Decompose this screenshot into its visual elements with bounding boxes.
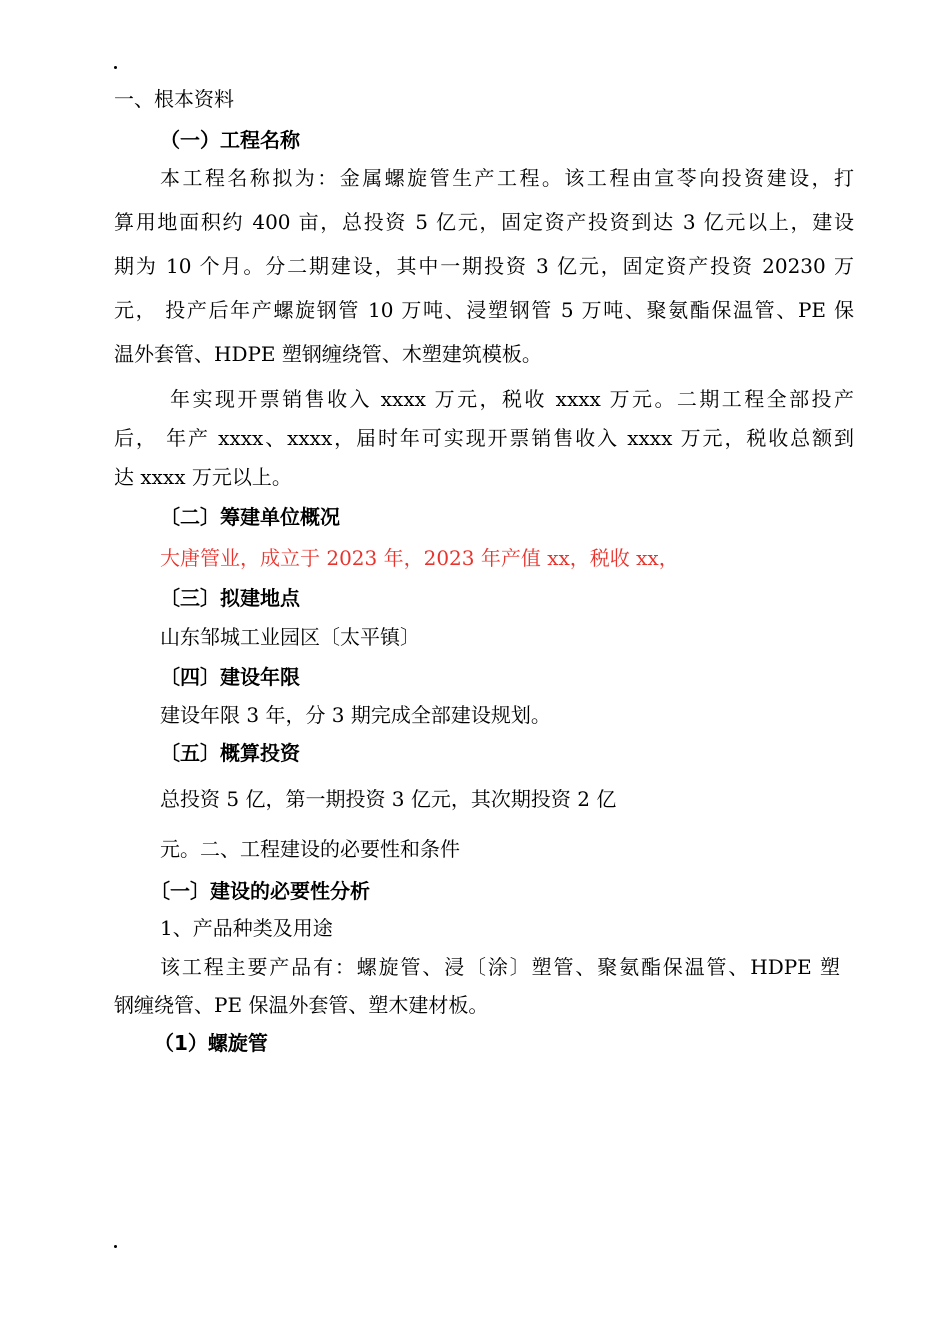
heading-location: 〔三〕拟建地点 xyxy=(160,586,300,610)
organization-text: 大唐管业，成立于 2023 年，2023 年产值 xx，税收 xx， xyxy=(160,546,679,570)
paragraph-line: 达 xxxx 万元以上。 xyxy=(114,465,292,489)
paragraph-line: 元， 投产后年产螺旋钢管 10 万吨、浸塑钢管 5 万吨、聚氨酯保温管、PE 保 xyxy=(114,298,854,322)
paragraph-line: 后， 年产 xxxx、xxxx，届时年可实现开票销售收入 xxxx 万元，税收总额到 xyxy=(114,426,854,450)
paragraph-line: 该工程主要产品有：螺旋管、浸〔涂〕塑管、聚氨酯保温管、HDPE 塑 xyxy=(160,955,840,979)
heading-necessity-analysis: 〔一〕建设的必要性分析 xyxy=(150,879,370,903)
footer-mark xyxy=(114,1245,117,1248)
heading-spiral-pipe: （1）螺旋管 xyxy=(154,1031,268,1055)
heading-organization: 〔二〕筹建单位概况 xyxy=(160,505,340,529)
heading-estimated-investment: 〔五〕概算投资 xyxy=(160,741,300,765)
header-mark xyxy=(114,66,117,69)
section-title-basic-info: 一、根本资料 xyxy=(114,87,234,111)
location-text: 山东邹城工业园区〔太平镇〕 xyxy=(160,625,420,649)
construction-period-text: 建设年限 3 年，分 3 期完成全部建设规划。 xyxy=(160,703,551,727)
paragraph-line: 算用地面积约 400 亩，总投资 5 亿元，固定资产投资到达 3 亿元以上，建设 xyxy=(114,210,854,234)
heading-project-name: （一）工程名称 xyxy=(160,128,300,152)
heading-construction-period: 〔四〕建设年限 xyxy=(160,665,300,689)
investment-text: 总投资 5 亿，第一期投资 3 亿元，其次期投资 2 亿 xyxy=(160,787,617,811)
paragraph-line: 温外套管、HDPE 塑钢缠绕管、木塑建筑模板。 xyxy=(114,342,542,366)
paragraph-line: 年实现开票销售收入 xxxx 万元，税收 xxxx 万元。二期工程全部投产 xyxy=(170,387,854,411)
paragraph-line: 期为 10 个月。分二期建设，其中一期投资 3 亿元，固定资产投资 20230 万 xyxy=(114,254,854,278)
paragraph-line: 本工程名称拟为：金属螺旋管生产工程。该工程由宣苓向投资建设，打 xyxy=(160,166,854,190)
paragraph-line: 钢缠绕管、PE 保温外套管、塑木建材板。 xyxy=(114,993,489,1017)
investment-text-continued: 元。二、工程建设的必要性和条件 xyxy=(160,837,460,861)
products-title: 1、产品种类及用途 xyxy=(160,916,333,940)
